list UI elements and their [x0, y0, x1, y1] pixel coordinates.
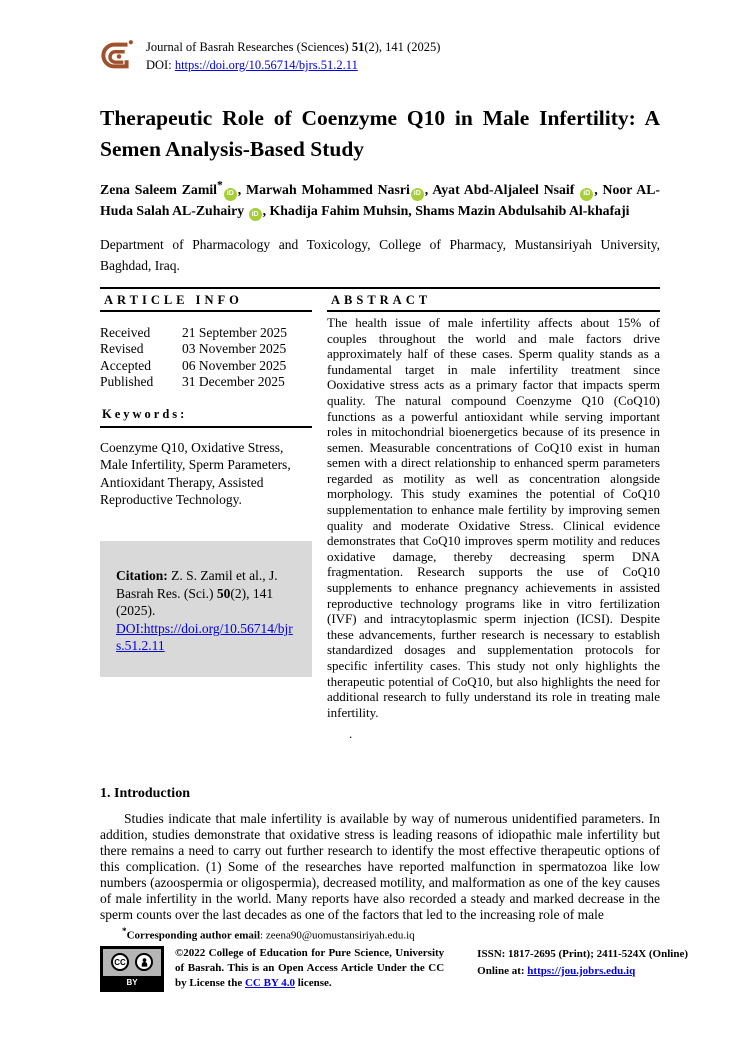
article-dates	[100, 325, 312, 391]
affiliation: Department of Pharmacology and Toxicology, College of Pharmacy, Mustansiriyah University, Baghdad, Iraq.	[100, 237, 660, 273]
orcid-icon[interactable]: iD	[580, 188, 593, 201]
cc-by-license-icon	[100, 946, 164, 992]
doi-label: DOI:	[146, 58, 175, 73]
journal-logo-icon	[100, 38, 138, 79]
field-received: Received 21 September 2025	[100, 324, 287, 340]
online-line: Online at: https://jou.jobrs.edu.iq	[477, 964, 636, 977]
journal-volume: 51	[351, 40, 365, 54]
issn-block	[477, 946, 688, 980]
cc-icon: CC	[111, 953, 129, 971]
author: Marwah Mohammed Nasri iD ,	[246, 182, 432, 197]
orcid-icon[interactable]: iD	[411, 188, 424, 201]
author: Shams Mazin Abdulsahib Al-khafaji	[415, 202, 630, 218]
introduction-heading: 1. Introduction	[100, 786, 190, 802]
field-accepted: Accepted 06 November 2025	[100, 357, 287, 373]
page-footer	[100, 926, 688, 992]
journal-name: Journal of Basrah Researches (Sciences)	[146, 40, 352, 54]
abstract-heading: ABSTRACT	[327, 289, 660, 312]
abstract-trailing-mark: .	[349, 726, 353, 742]
corresponding-author-line: *Corresponding author email: zeena90@uomustansiriyah.edu.iq	[122, 926, 415, 942]
article-info-column	[100, 289, 312, 742]
keywords-text: Coenzyme Q10, Oxidative Stress, Male Infertility, Sperm Parameters, Antioxidant Therapy, Assisted Reproductive Technology.	[100, 439, 291, 508]
author: Zena Saleem Zamil*iD ,	[100, 182, 246, 197]
author: Noor AL-Huda Salah AL-Zuhairy iD ,	[100, 182, 660, 218]
issn-line: ISSN: 1817-2695 (Print); 2411-524X (Online)	[477, 947, 688, 960]
citation-label: Citation:	[116, 568, 168, 583]
journal-online-link[interactable]: https://jou.jobrs.edu.iq	[527, 964, 636, 977]
citation-doi-link[interactable]: DOI:https://doi.org/10.56714/bjrs.51.2.11	[116, 620, 293, 654]
author-list	[100, 177, 660, 221]
info-abstract-section	[100, 287, 660, 742]
keywords-heading: Keywords:	[100, 407, 312, 428]
field-published: Published 31 December 2025	[100, 374, 285, 390]
field-revised: Revised 03 November 2025	[100, 341, 287, 357]
doi-line	[146, 56, 440, 74]
header-doi-link[interactable]: https://doi.org/10.56714/bjrs.51.2.11	[174, 58, 358, 73]
introduction-paragraph: Studies indicate that male infertility is available by way of numerous unidentified parameters. In addition, studies demonstrate that oxidative stress is leading reasons of idiopathic male infertility but there remains a need to carry out further research to identify the most effective therapeutic options of this complication. (1) Some of the researches have reported malfunction in spermatozoa like low numbers (azoospermia or oligospermia), decreased motility, and malformation as one of the key causes of male infertility in the world. Many reports have also recorded a steady and marked decrease in the sperm counts over the last decades as one of the factors that led to the increasing role of male	[100, 811, 660, 922]
author: Ayat Abd-Aljaleel Nsaif iD ,	[432, 182, 602, 197]
journal-header	[100, 38, 660, 79]
license-statement: ©2022 College of Education for Pure Science, University of Basrah. This is an Open Access Article Under the CC by License the CC BY 4.0 license.	[175, 946, 445, 990]
person-icon	[135, 953, 153, 971]
article-info-heading: ARTICLE INFO	[100, 289, 312, 312]
orcid-icon[interactable]: iD	[249, 208, 262, 221]
abstract-text: The health issue of male infertility affects about 15% of couples throughout the world and male factors drive approximately half of these cases. Sperm quality stands as a fundamental target in male infertility treatment since Ooxidative stress acts as a primary factor that impacts sperm quality. The natural compound Coenzyme Q10 (CoQ10) functions as a powerful antioxidant while serving important roles in mitochondrial bioenergetics because of its presence in semen. Measurable concentrations of CoQ10 exist in human semen with a direct relationship to enhanced sperm parameters regarded as motility as well as concentration alongside morphology. This study examines the potential of CoQ10 supplementation to enhance male fertility by improving semen quality and moderate Oxidative Stress. Clinical evidence demonstrates that CoQ10 improves sperm motility and reduces oxidative damage, thereby decreasing sperm DNA fragmentation. Research supports the use of CoQ10 supplements to enhance pregnancy achievements in assisted reproductive technology programs like in vitro fertilization (IVF) and intracytoplasmic sperm injection (ICSI). Despite these advancements, further research is necessary to establish standardized dosages and supplementation protocols for specific infertility cases. This study not only highlights the therapeutic potential of CoQ10, but also highlights the need for additional research to fully understand its role in treating male infertility.	[327, 314, 660, 720]
abstract-column	[327, 289, 660, 742]
journal-line	[146, 38, 440, 56]
corresponding-author-marker: *	[217, 179, 223, 192]
journal-issue: (2), 141 (2025)	[364, 40, 441, 54]
orcid-icon[interactable]: iD	[224, 188, 237, 201]
citation-box: Citation: Z. S. Zamil et al., J. Basrah Res. (Sci.) 50(2), 141 (2025). DOI:https://doi.org/10.56714/bjrs.51.2.11	[100, 541, 312, 677]
cc-by-license-link[interactable]: CC BY 4.0	[244, 977, 295, 990]
page-title: Therapeutic Role of Coenzyme Q10 in Male Infertility: A Semen Analysis-Based Study	[100, 106, 660, 162]
corresponding-email: : zeena90@uomustansiriyah.edu.iq	[260, 929, 415, 942]
cc-by-label: BY	[103, 976, 161, 989]
author: Khadija Fahim Muhsin,	[269, 202, 416, 218]
